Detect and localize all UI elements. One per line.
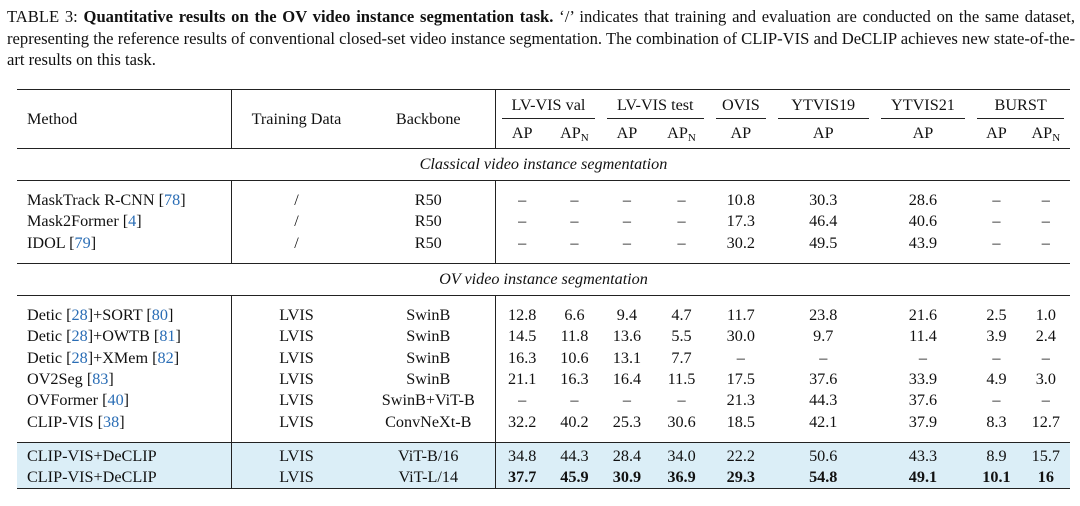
value-cell: 4.7 [671,306,692,325]
caption-label: TABLE 3: [7,7,78,26]
value-cell: 13.1 [612,348,642,367]
backbone-cell: ViT-L/14 [361,467,495,489]
section-title-ov: OV video instance segmentation [17,263,1070,295]
value-cell: 30.9 [601,467,653,489]
value-cell: – [992,348,1001,367]
header-ap: AP [912,124,934,142]
header-ap: AP [812,124,834,142]
value-cell: – [1041,212,1050,231]
table-row [17,411,1070,432]
value-cell: 30.3 [809,191,838,210]
section-ov [17,263,1070,295]
value-cell: 10.1 [971,467,1021,489]
method-cell: Detic [28]+SORT [80] [27,306,174,325]
backbone-cell: ViT-B/16 [361,446,495,467]
table-row [17,347,1070,368]
value-cell: 45.9 [548,467,600,489]
citation-link[interactable]: 81 [159,327,176,346]
table-row [17,467,1070,489]
value-cell: 17.3 [726,212,755,231]
method-name: MaskTrack R-CNN [27,191,159,210]
header-ap: AP [986,124,1007,142]
row-spacer [17,295,1070,305]
header-training-data: Training Data [231,90,361,149]
spacer-cell [361,295,495,305]
value-cell: 3.0 [1035,369,1056,388]
value-cell: 43.9 [908,233,938,252]
value-cell: – [496,233,548,254]
header-method: Method [17,90,231,149]
citation-link[interactable]: 78 [164,191,181,210]
spacer-cell [496,295,1070,305]
value-cell: 37.9 [908,412,938,431]
value-cell: – [570,212,579,231]
spacer-cell [361,181,495,191]
spacer-cell [361,254,495,264]
training-data-cell: LVIS [231,390,361,411]
header-ap: AP [730,124,752,142]
value-cell: 43.3 [875,446,972,467]
method-cell [17,467,231,489]
value-cell: 40.2 [560,412,589,431]
header-group-burst: BURST [971,90,1070,120]
method-cell: Mask2Former [4] [27,212,142,231]
value-cell: – [992,212,1001,231]
spacer-cell [496,433,1070,443]
table-caption [7,6,1075,71]
spacer-cell [231,433,361,443]
value-cell: 8.3 [986,412,1007,431]
value-cell: – [622,191,631,210]
value-cell: – [1041,391,1050,410]
value-cell: 28.6 [908,191,938,210]
method-name: OVFormer [27,391,103,410]
spacer-cell [17,433,231,443]
value-cell: 54.8 [772,467,875,489]
value-cell: 21.1 [496,369,548,390]
method-name: Detic [27,348,67,367]
row-spacer [17,254,1070,264]
method-name: CLIP-VIS+DeCLIP [27,446,157,465]
spacer-cell [231,254,361,264]
value-cell: – [496,190,548,211]
method-suffix: +SORT [93,306,147,325]
section-classical [17,149,1070,181]
header-apn: $AP_N$ [560,123,589,144]
value-cell: 18.5 [726,412,755,431]
value-cell: – [736,348,745,367]
backbone-cell: R50 [414,233,442,252]
citation-link[interactable]: 80 [151,306,168,325]
table-row [17,446,1070,467]
backbone-cell: ConvNeXt-B [385,412,472,431]
value-cell: 37.6 [809,369,838,388]
method-name: CLIP-VIS+DeCLIP [27,468,157,487]
citation-link[interactable]: 38 [103,412,120,431]
value-cell: 5.5 [671,327,692,346]
training-data-cell: LVIS [231,467,361,489]
method-cell: Detic [28]+OWTB [81] [27,327,181,346]
value-cell: – [677,212,686,231]
training-data-cell: / [231,211,361,232]
backbone-cell: SwinB [406,369,451,388]
spacer-cell [496,254,1070,264]
value-cell: 30.6 [667,412,696,431]
value-cell: 37.6 [908,391,938,410]
training-data-cell: LVIS [231,326,361,347]
header-group-lvvis-val: LV-VIS val [496,90,601,120]
method-cell: CLIP-VIS [38] [27,412,125,431]
value-cell: 16 [1022,467,1070,489]
training-data-cell: LVIS [231,411,361,432]
section-title-classical: Classical video instance segmentation [17,149,1070,181]
citation-link[interactable]: 28 [71,327,88,346]
spacer-cell [17,295,231,305]
value-cell: 32.2 [496,411,548,432]
training-data-cell: LVIS [231,305,361,326]
value-cell: – [622,212,631,231]
value-cell: – [819,348,828,367]
value-cell: – [622,391,631,410]
value-cell: – [992,391,1001,410]
value-cell: 8.9 [971,446,1021,467]
spacer-cell [17,254,231,264]
backbone-cell: SwinB [406,327,451,346]
value-cell: – [1041,233,1050,252]
value-cell: 30.2 [726,233,755,252]
value-cell: 36.9 [653,467,710,489]
training-data-cell: LVIS [231,369,361,390]
citation-link[interactable]: 79 [74,233,91,252]
value-cell: 16.3 [560,369,589,388]
method-cell: OV2Seg [83] [27,369,114,388]
table-row [17,233,1070,254]
value-cell: 28.4 [601,446,653,467]
value-cell: – [496,211,548,232]
spacer-cell [231,181,361,191]
value-cell: 21.3 [726,391,755,410]
value-cell: 25.3 [612,412,642,431]
value-cell: 34.8 [496,446,548,467]
value-cell: 3.9 [986,327,1007,346]
value-cell: 9.4 [616,306,638,325]
backbone-cell: R50 [414,212,442,231]
value-cell: 14.5 [496,326,548,347]
table-row [17,390,1070,411]
method-cell: MaskTrack R-CNN [78] [27,191,186,210]
method-suffix: +XMem [93,348,153,367]
value-cell: 2.5 [986,306,1007,325]
header-group-lvvis-test: LV-VIS test [601,90,710,120]
spacer-cell [361,433,495,443]
value-cell: – [677,191,686,210]
training-data-cell: / [231,190,361,211]
value-cell: 10.8 [726,191,755,210]
value-cell: 7.7 [671,348,692,367]
value-cell: 13.6 [612,327,642,346]
value-cell: 12.8 [496,305,548,326]
value-cell: – [918,348,927,367]
value-cell: – [570,191,579,210]
header-ap: AP [496,119,548,149]
value-cell: 15.7 [1022,446,1070,467]
value-cell: 49.1 [875,467,972,489]
method-cell: IDOL [79] [27,233,97,252]
method-name: IDOL [27,233,70,252]
value-cell: 1.0 [1035,306,1056,325]
header-group-ytvis19: YTVIS19 [772,90,875,120]
value-cell: 11.7 [726,306,755,325]
value-cell: 23.8 [809,306,838,325]
training-data-cell: LVIS [231,347,361,368]
value-cell: 49.5 [809,233,838,252]
value-cell: 11.5 [667,369,696,388]
spacer-cell [17,181,231,191]
value-cell: 33.9 [908,369,938,388]
results-table-wrapper [17,89,1070,489]
value-cell: – [496,390,548,411]
header-row-groups [17,90,1070,120]
header-apn: $AP_N$ [1031,123,1061,144]
backbone-cell: R50 [414,191,442,210]
header-group-ytvis21: YTVIS21 [875,90,972,120]
value-cell: 12.7 [1031,412,1060,431]
value-cell: – [1041,348,1050,367]
header-backbone: Backbone [361,90,495,149]
value-cell: 21.6 [908,306,938,325]
table-row [17,190,1070,211]
value-cell: 44.3 [548,446,600,467]
method-cell: OVFormer [40] [27,391,130,410]
header-group-ovis: OVIS [710,90,772,120]
spacer-cell [496,181,1070,191]
training-data-cell: LVIS [231,446,361,467]
header-apn: $AP_N$ [667,123,696,144]
citation-link[interactable]: 28 [71,348,88,367]
value-cell: – [622,233,631,252]
method-name: OV2Seg [27,369,87,388]
value-cell: – [570,233,579,252]
method-suffix: +OWTB [93,327,154,346]
caption-text: ‘/’ indicates that training and evaluation are conducted on the same dataset, representing the reference results of conventional closed-set video instance segmentation. The combination of CLIP-VIS and DeCLIP achieves new state-of-the-art results on this task. [7,7,1075,69]
value-cell: 2.4 [1035,327,1056,346]
method-name: Mask2Former [27,212,123,231]
value-cell: – [1041,191,1050,210]
backbone-cell: SwinB [406,306,451,325]
method-name: Detic [27,327,67,346]
value-cell: 6.6 [564,306,585,325]
backbone-cell: SwinB+ViT-B [381,391,475,410]
table-row [17,369,1070,390]
value-cell: 11.8 [560,327,589,346]
results-table [17,89,1070,489]
value-cell: 9.7 [813,327,834,346]
table-row [17,326,1070,347]
citation-link[interactable]: 4 [128,212,137,231]
training-data-cell: / [231,233,361,254]
value-cell: 40.6 [908,212,938,231]
backbone-cell: SwinB [406,348,451,367]
citation-link[interactable]: 40 [107,391,124,410]
row-spacer [17,181,1070,191]
value-cell: 46.4 [809,212,838,231]
value-cell: 11.4 [909,327,937,346]
value-cell: – [570,391,579,410]
caption-title: Quantitative results on the OV video instance segmentation task. [83,7,554,26]
citation-link[interactable]: 28 [71,306,88,325]
citation-link[interactable]: 83 [92,369,109,388]
value-cell: – [677,391,686,410]
value-cell: 16.4 [612,369,642,388]
value-cell: 10.6 [560,348,589,367]
method-name: CLIP-VIS [27,412,98,431]
value-cell: 29.3 [710,467,772,489]
table-row [17,211,1070,232]
row-spacer [17,433,1070,443]
value-cell: – [992,233,1001,252]
method-cell: Detic [28]+XMem [82] [27,348,180,367]
value-cell: 34.0 [653,446,710,467]
value-cell: 37.7 [496,467,548,489]
citation-link[interactable]: 82 [157,348,174,367]
value-cell: 17.5 [726,369,755,388]
value-cell: – [677,233,686,252]
value-cell: 16.3 [496,347,548,368]
header-ap: AP [616,124,638,142]
value-cell: 30.0 [726,327,755,346]
value-cell: 50.6 [772,446,875,467]
value-cell: 42.1 [809,412,838,431]
method-cell [17,446,231,467]
spacer-cell [231,295,361,305]
method-name: Detic [27,306,67,325]
value-cell: 22.2 [710,446,772,467]
table-row [17,305,1070,326]
value-cell: 4.9 [986,369,1007,388]
value-cell: – [992,191,1001,210]
value-cell: 44.3 [809,391,838,410]
